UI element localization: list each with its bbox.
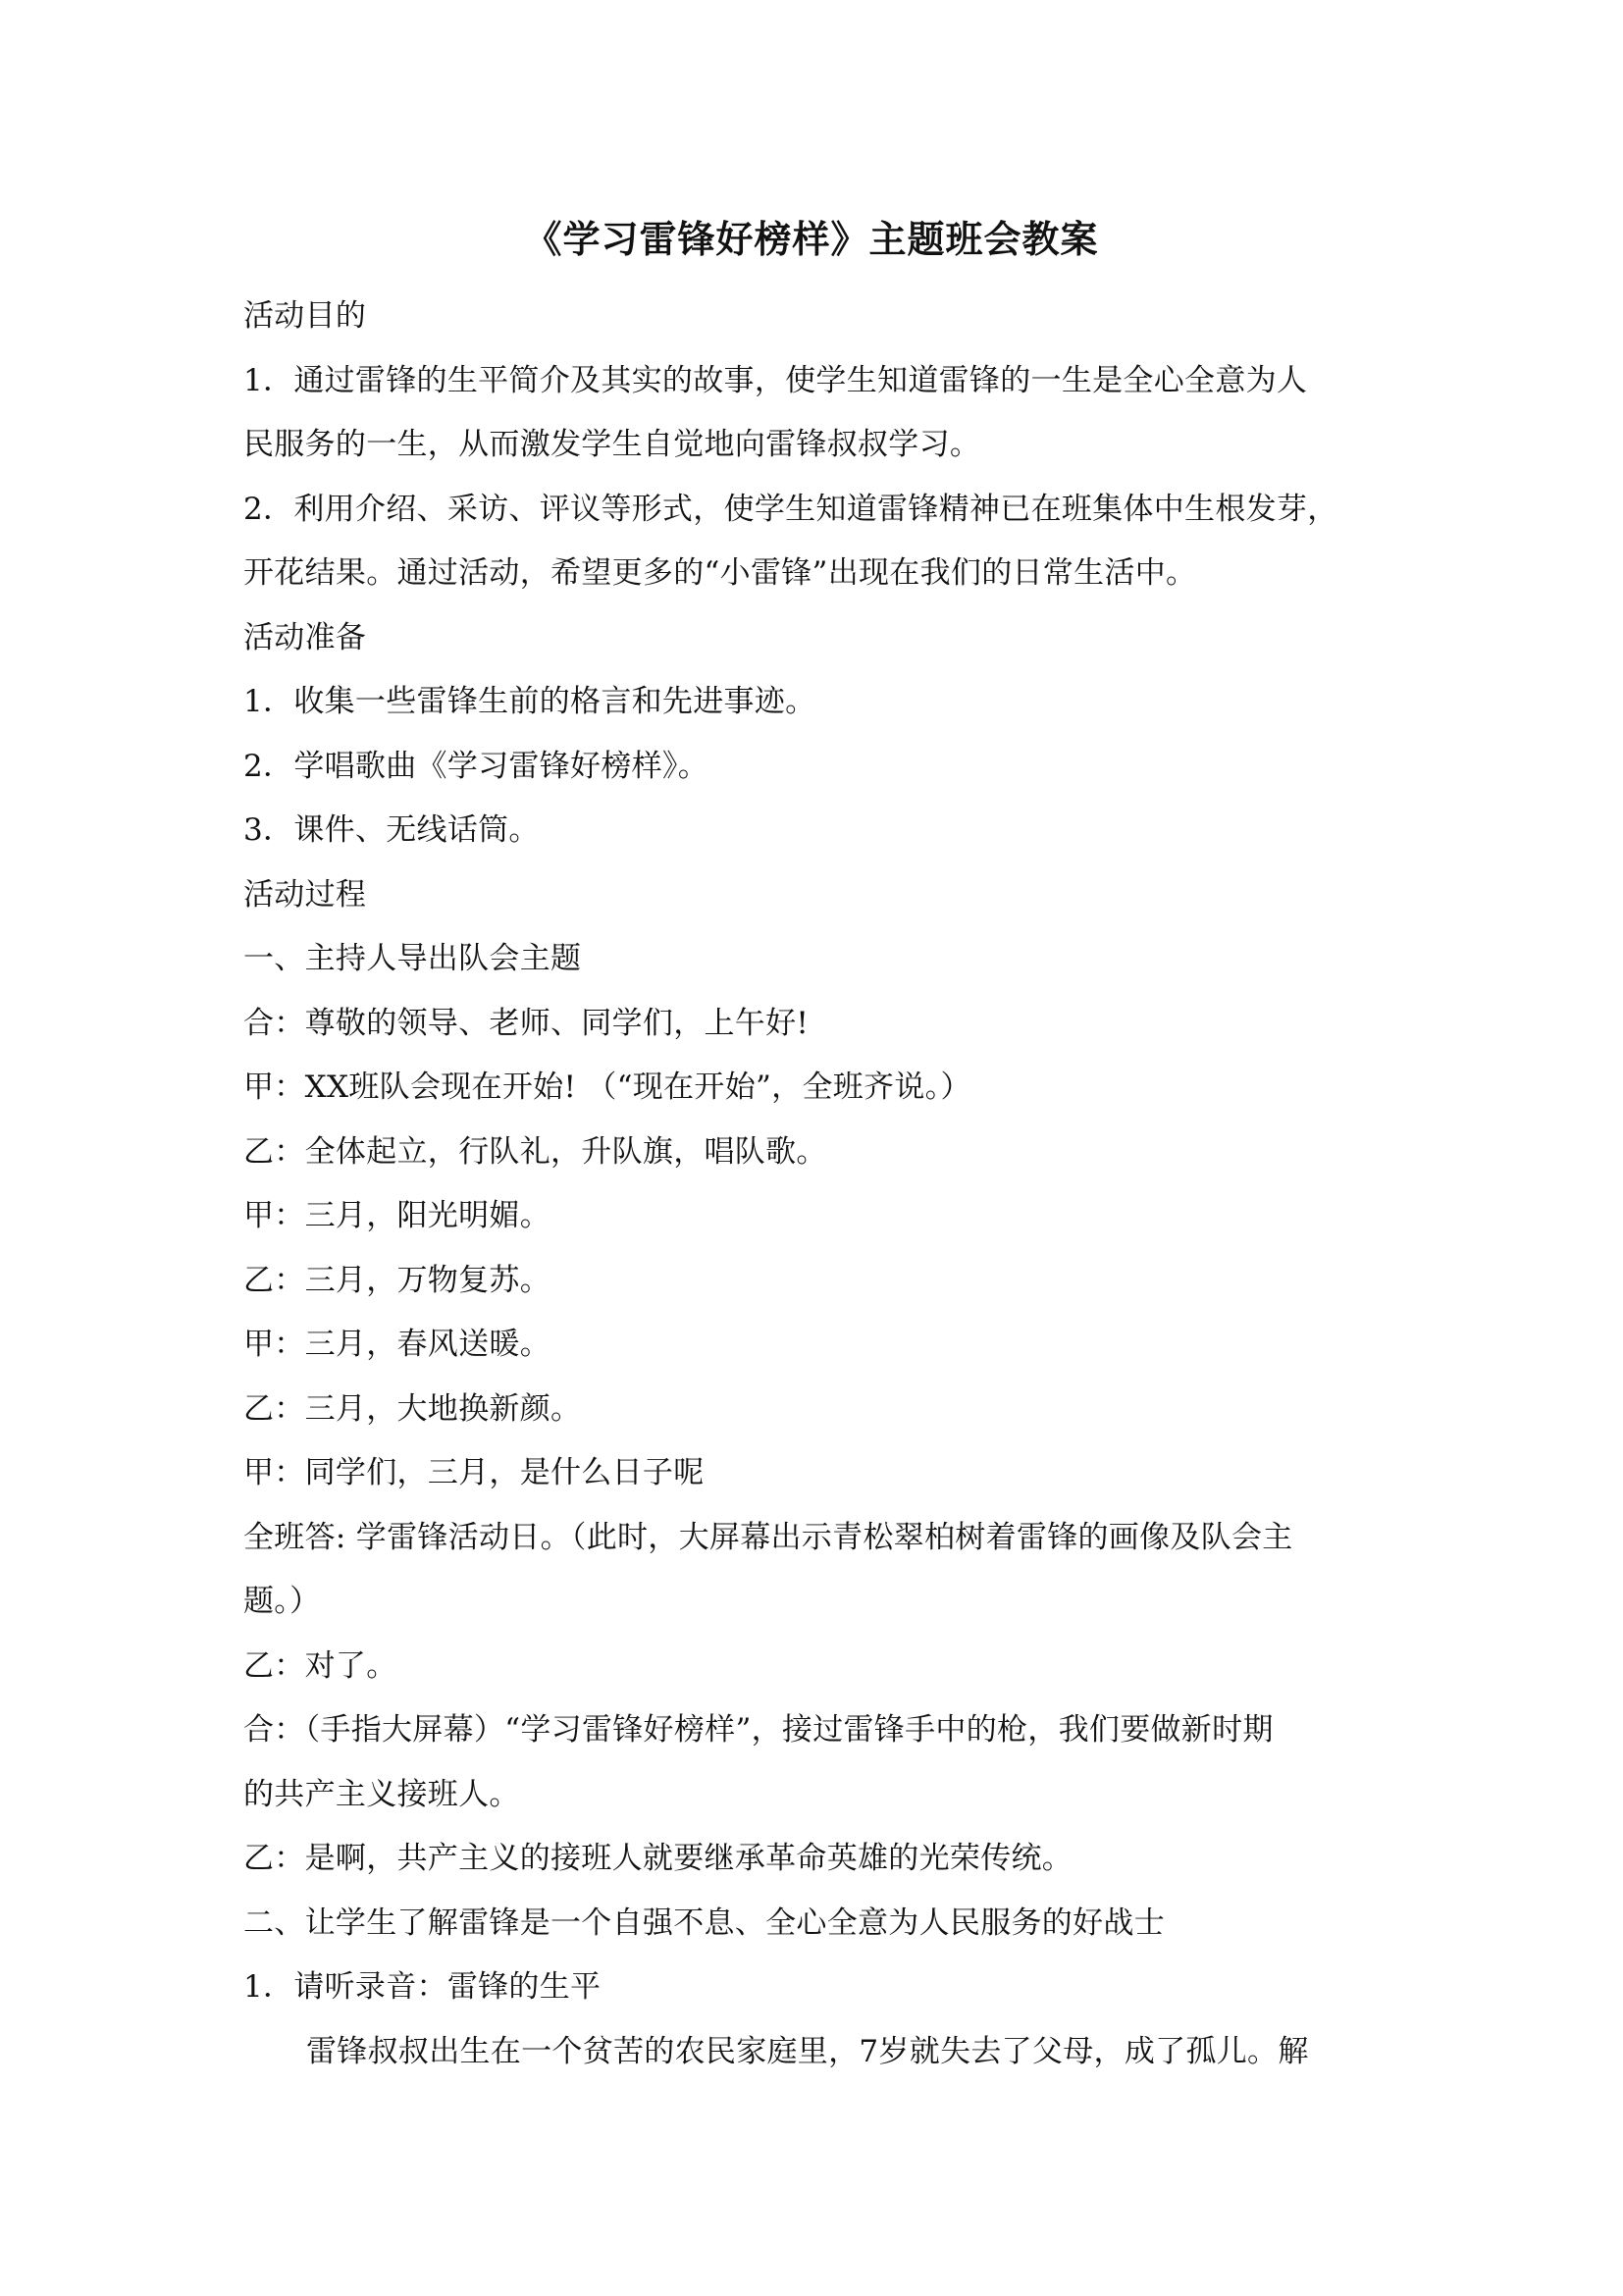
- dialogue-line: 的共产主义接班人。: [243, 1776, 520, 1812]
- dialogue-line: 题。）: [243, 1584, 321, 1619]
- paragraph-line: 2．利用介绍、采访、评议等形式，使学生知道雷锋精神已在班集体中生根发芽，: [243, 491, 1338, 527]
- heading-activity-purpose: 活动目的: [243, 298, 367, 334]
- dialogue-line: 全班答: 学雷锋活动日。（此时，大屏幕出示青松翠柏树着雷锋的画像及队会主: [243, 1519, 1293, 1555]
- dialogue-line: 甲：同学们，三月，是什么日子呢: [243, 1455, 705, 1490]
- dialogue-line: 合：尊敬的领导、老师、同学们，上午好!: [243, 1005, 810, 1041]
- paragraph-line: 1．通过雷锋的生平简介及其实的故事，使学生知道雷锋的一生是全心全意为人: [243, 362, 1308, 398]
- paragraph-line: 雷锋叔叔出生在一个贫苦的农民家庭里，7岁就失去了父母，成了孤儿。解: [306, 2033, 1309, 2069]
- document-title: 《学习雷锋好榜样》主题班会教案: [524, 218, 1099, 261]
- paragraph-line: 3．课件、无线话筒。: [243, 812, 540, 848]
- paragraph-line: 2．学唱歌曲《学习雷锋好榜样》。: [243, 748, 709, 784]
- dialogue-line: 乙：是啊，共产主义的接班人就要继承革命英雄的光荣传统。: [243, 1841, 1073, 1876]
- dialogue-line: 乙：三月，大地换新颜。: [243, 1390, 582, 1427]
- paragraph-line: 1．收集一些雷锋生前的格言和先进事迹。: [243, 684, 816, 719]
- document-body: [243, 285, 1391, 2084]
- paragraph-line: 1．请听录音：雷锋的生平: [243, 1969, 602, 2005]
- heading-activity-preparation: 活动准备: [243, 619, 367, 655]
- section-heading: 二、让学生了解雷锋是一个自强不息、全心全意为人民服务的好战士: [243, 1905, 1165, 1941]
- dialogue-line: 合：（手指大屏幕）“学习雷锋好榜样”，接过雷锋手中的枪，我们要做新时期: [243, 1712, 1274, 1748]
- dialogue-line: 甲：三月，阳光明媚。: [243, 1198, 550, 1233]
- section-heading: 一、主持人导出队会主题: [243, 941, 582, 976]
- dialogue-line: 乙：三月，万物复苏。: [243, 1262, 550, 1298]
- dialogue-line: 甲：XX班队会现在开始! （“现在开始”，全班齐说。）: [243, 1070, 971, 1105]
- heading-activity-process: 活动过程: [243, 876, 367, 913]
- paragraph-line: 民服务的一生，从而激发学生自觉地向雷锋叔叔学习。: [243, 427, 981, 462]
- paragraph-line: 开花结果。通过活动，希望更多的“小雷锋”出现在我们的日常生活中。: [243, 555, 1197, 591]
- dialogue-line: 乙：全体起立，行队礼，升队旗，唱队歌。: [243, 1133, 827, 1170]
- dialogue-line: 甲：三月，春风送暖。: [243, 1327, 550, 1362]
- dialogue-line: 乙：对了。: [243, 1647, 397, 1684]
